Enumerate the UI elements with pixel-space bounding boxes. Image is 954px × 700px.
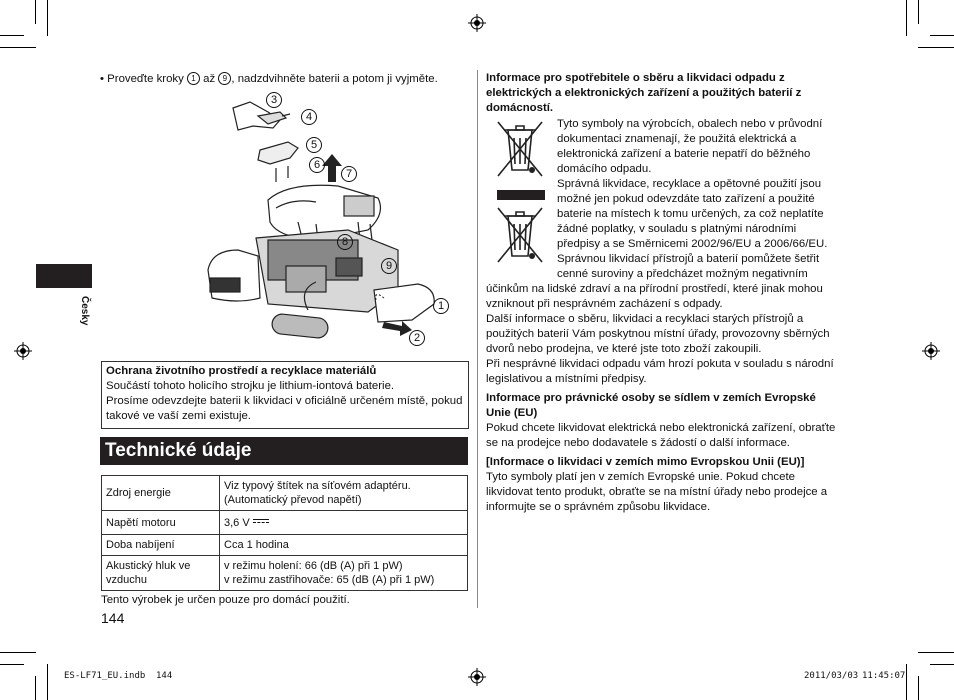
spec-table bbox=[101, 475, 468, 591]
environment-title: Ochrana životního prostředí a recyklace materiálů bbox=[106, 365, 377, 377]
battery-cell bbox=[271, 313, 329, 339]
spec-label: Zdroj energie bbox=[102, 476, 220, 511]
crop-mark bbox=[906, 664, 907, 700]
environment-text: Prosíme odevzdejte baterii k likvidaci v oficiálně určeném místě, pokud bbox=[106, 395, 463, 407]
crossed-bin-icon bbox=[494, 204, 546, 266]
column-divider bbox=[477, 70, 478, 608]
diagram-part bbox=[210, 278, 240, 292]
callout-4: 4 bbox=[301, 109, 317, 125]
callout-6: 6 bbox=[309, 157, 325, 173]
symbols-paragraph: Tyto symboly na výrobcích, obalech nebo v průvodní dokumentaci znamenají, že použitá elektrická a elektronická zařízení a baterie nepatří do běžného domácího odpadu. Správná likvidace, recyklace a opětovné použití jsou možné jen pokud odevzdáte tato zařízení a použité baterie na místech k tomu určených, za což neplatíte žádné poplatky, v souladu s platnými národními předpisy a se Směrnicemi 2002/96/EU a 2006/66/EU. Správnou likvidací přístrojů a baterií pomůžete šetřit cenné suroviny a předcházet možným negativním bbox=[557, 118, 828, 280]
crop-mark bbox=[918, 676, 919, 700]
crop-mark bbox=[918, 652, 954, 653]
crop-mark bbox=[0, 652, 36, 653]
crop-mark bbox=[918, 47, 954, 48]
environment-text: Součástí tohoto holicího strojku je lithium-iontová baterie. bbox=[106, 380, 395, 392]
registration-mark-icon bbox=[468, 668, 486, 686]
table-row bbox=[102, 511, 468, 535]
spec-label: Akustický hluk ve vzduchu bbox=[102, 556, 220, 591]
callout-5: 5 bbox=[306, 137, 322, 153]
diagram-part bbox=[344, 196, 374, 216]
dc-symbol-icon bbox=[253, 519, 269, 526]
environment-box bbox=[101, 361, 469, 429]
table-row bbox=[102, 556, 468, 591]
crop-mark bbox=[35, 0, 36, 24]
language-tab bbox=[36, 264, 92, 288]
usage-note: Tento výrobek je určen pouze pro domácí použití. bbox=[101, 594, 350, 606]
crop-mark bbox=[906, 0, 907, 36]
spec-label: Napětí motoru bbox=[102, 511, 220, 535]
registration-mark-icon bbox=[922, 342, 940, 360]
step-marker: 1 bbox=[187, 72, 200, 85]
business-heading: Informace pro právnické osoby se sídlem v zemích Evropské Unie (EU) bbox=[486, 392, 816, 419]
page-number: 144 bbox=[101, 610, 125, 626]
callout-9: 9 bbox=[381, 258, 397, 274]
registration-mark-icon bbox=[468, 14, 486, 32]
spec-value: 3,6 V bbox=[220, 511, 468, 535]
footer-page: 144 bbox=[156, 671, 173, 681]
spec-value: Viz typový štítek na síťovém adaptéru. (Automatický převod napětí) bbox=[220, 476, 468, 511]
footer-date: 2011/03/03 bbox=[804, 671, 859, 681]
table-row bbox=[102, 535, 468, 556]
crop-mark bbox=[918, 0, 919, 24]
spec-value: Cca 1 hodina bbox=[220, 535, 468, 556]
crop-mark bbox=[930, 664, 954, 665]
diagram-part bbox=[374, 284, 434, 322]
registration-mark-icon bbox=[14, 342, 32, 360]
callout-1: 1 bbox=[433, 298, 449, 314]
disposal-paragraph: účinkům na lidské zdraví a na přírodní prostředí, které jinak mohou vzniknout při nesprávném zacházení s odpady. Další informace o sběru, likvidaci a recyklaci starých přístrojů a použitých baterií Vám poskytnou místní úřady, provozovny sběrných dvorů nebo prodejna, ve které jste toto zboží zakoupili. Při nesprávné likvidaci odpadu vám hrozí pokuta v souladu s národní legislativou a místními předpisy. bbox=[486, 283, 834, 385]
weee-bar bbox=[497, 190, 545, 200]
battery-removal-diagram bbox=[198, 90, 458, 348]
section-title: Technické údaje bbox=[100, 437, 468, 465]
crop-mark bbox=[0, 35, 24, 36]
diagram-part bbox=[258, 142, 298, 164]
step-marker: 9 bbox=[218, 72, 231, 85]
callout-8: 8 bbox=[337, 234, 353, 250]
arrow-up-icon bbox=[322, 154, 342, 182]
consumer-heading: Informace pro spotřebitele o sběru a likvidaci odpadu z elektrických a elektronických zařízení a použitých baterií z domácností. bbox=[486, 72, 802, 114]
callout-3: 3 bbox=[266, 92, 282, 108]
arrow-right-icon bbox=[382, 321, 412, 336]
diagram-part bbox=[286, 266, 326, 292]
language-label: Česky bbox=[79, 296, 90, 326]
crop-mark bbox=[930, 35, 954, 36]
crop-mark bbox=[47, 0, 48, 36]
crop-mark bbox=[35, 676, 36, 700]
footer-file: ES-LF71_EU.indb bbox=[64, 671, 146, 681]
spec-label: Doba nabíjení bbox=[102, 535, 220, 556]
callout-2: 2 bbox=[409, 330, 425, 346]
non-eu-heading: [Informace o likvidaci v zemích mimo Evropskou Unii (EU)] bbox=[486, 456, 805, 468]
crop-mark bbox=[47, 664, 48, 700]
crossed-bin-icon bbox=[494, 118, 546, 180]
instruction-line: • Proveďte kroky 1 až 9 , nadzdvihněte baterii a potom ji vyjměte. bbox=[100, 73, 438, 85]
environment-text: takové ve vaší zemi existuje. bbox=[106, 410, 251, 422]
crop-mark bbox=[0, 664, 24, 665]
diagram-part bbox=[208, 250, 260, 301]
business-paragraph: Pokud chcete likvidovat elektrická nebo elektronická zařízení, obraťte se na prodejce nebo dodavatele s žádostí o další informace. bbox=[486, 422, 836, 449]
spec-value: v režimu holení: 66 (dB (A) při 1 pW) v režimu zastřihovače: 65 (dB (A) při 1 pW) bbox=[220, 556, 468, 591]
crop-mark bbox=[0, 47, 36, 48]
non-eu-paragraph: Tyto symboly platí jen v zemích Evropské unie. Pokud chcete likvidovat tento produkt, obraťte se na místní úřady nebo prodejce a informujte se o správném způsobu likvidace. bbox=[486, 471, 828, 513]
callout-7: 7 bbox=[341, 166, 357, 182]
footer-time: 11:45:07 bbox=[862, 671, 906, 681]
table-row bbox=[102, 476, 468, 511]
diagram-part bbox=[336, 258, 362, 276]
